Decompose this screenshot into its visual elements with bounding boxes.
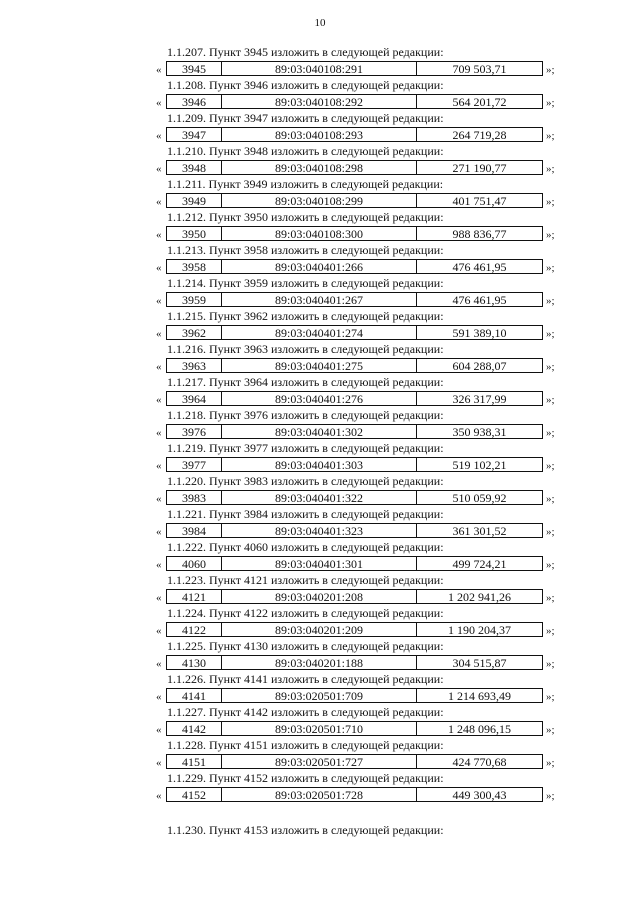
open-quote: « (156, 559, 162, 571)
item-number-cell: 3947 (167, 128, 222, 141)
cadastral-value-cell: 401 751,47 (452, 193, 507, 208)
amendment-heading: 1.1.216. Пункт 3963 изложить в следующей редакции: (167, 342, 444, 356)
open-quote: « (156, 394, 162, 406)
close-quote: »; (546, 592, 555, 604)
amendment-item (0, 574, 640, 607)
item-number-cell: 3962 (167, 326, 222, 339)
cadastral-number-cell: 89:03:020501:727 (222, 755, 417, 768)
cadastral-value-cell: 1 202 941,26 (448, 589, 511, 604)
cadastral-number-cell: 89:03:040401:302 (222, 425, 417, 438)
cadastral-number-cell: 89:03:040108:298 (222, 161, 417, 174)
cadastral-value-cell: 591 389,10 (452, 325, 507, 340)
close-quote: »; (546, 130, 555, 142)
close-quote: »; (546, 196, 555, 208)
cadastral-number-cell: 89:03:020501:709 (222, 689, 417, 702)
cadastral-value-cell: 1 214 693,49 (448, 688, 511, 703)
amendment-item (0, 178, 640, 211)
amendment-item (0, 673, 640, 706)
amendment-item (0, 343, 640, 376)
amendment-heading: 1.1.219. Пункт 3977 изложить в следующей редакции: (167, 441, 444, 455)
table-row (166, 226, 543, 241)
amendment-item (0, 739, 640, 772)
table-row (166, 292, 543, 307)
close-quote: »; (546, 790, 555, 802)
cadastral-number-cell: 89:03:020501:710 (222, 722, 417, 735)
amendment-heading: 1.1.218. Пункт 3976 изложить в следующей редакции: (167, 408, 444, 422)
amendment-item (0, 145, 640, 178)
close-quote: »; (546, 460, 555, 472)
cadastral-number-cell: 89:03:040401:303 (222, 458, 417, 471)
cadastral-number-cell: 89:03:020501:728 (222, 788, 417, 801)
cadastral-number-cell: 89:03:040201:188 (222, 656, 417, 669)
open-quote: « (156, 196, 162, 208)
cadastral-value-cell: 326 317,99 (452, 391, 507, 406)
amendment-heading: 1.1.209. Пункт 3947 изложить в следующей редакции: (167, 111, 444, 125)
table-row (166, 391, 543, 406)
item-number-cell: 4142 (167, 722, 222, 735)
cadastral-number-cell: 89:03:040108:291 (222, 62, 417, 75)
amendment-list (0, 46, 640, 805)
amendment-item (0, 211, 640, 244)
cadastral-number-cell: 89:03:040401:322 (222, 491, 417, 504)
open-quote: « (156, 757, 162, 769)
cadastral-value-cell: 510 059,92 (452, 490, 507, 505)
table-row (166, 787, 543, 802)
table-row (166, 160, 543, 175)
open-quote: « (156, 592, 162, 604)
amendment-heading: 1.1.221. Пункт 3984 изложить в следующей редакции: (167, 507, 444, 521)
amendment-item (0, 112, 640, 145)
open-quote: « (156, 427, 162, 439)
item-number-cell: 4121 (167, 590, 222, 603)
amendment-heading: 1.1.223. Пункт 4121 изложить в следующей редакции: (167, 573, 444, 587)
cadastral-number-cell: 89:03:040401:301 (222, 557, 417, 570)
item-number-cell: 4060 (167, 557, 222, 570)
open-quote: « (156, 790, 162, 802)
table-row (166, 358, 543, 373)
item-number-cell: 3977 (167, 458, 222, 471)
amendment-heading: 1.1.215. Пункт 3962 изложить в следующей редакции: (167, 309, 444, 323)
table-row (166, 721, 543, 736)
table-row (166, 424, 543, 439)
cadastral-value-cell: 1 248 096,15 (448, 721, 511, 736)
open-quote: « (156, 691, 162, 703)
close-quote: »; (546, 64, 555, 76)
open-quote: « (156, 361, 162, 373)
amendment-heading: 1.1.224. Пункт 4122 изложить в следующей редакции: (167, 606, 444, 620)
open-quote: « (156, 460, 162, 472)
table-row (166, 589, 543, 604)
amendment-item (0, 442, 640, 475)
amendment-heading: 1.1.228. Пункт 4151 изложить в следующей редакции: (167, 738, 444, 752)
close-quote: »; (546, 493, 555, 505)
amendment-heading: 1.1.229. Пункт 4152 изложить в следующей редакции: (167, 771, 444, 785)
close-quote: »; (546, 559, 555, 571)
cadastral-value-cell: 424 770,68 (452, 754, 507, 769)
amendment-item (0, 310, 640, 343)
close-quote: »; (546, 163, 555, 175)
item-number-cell: 4152 (167, 788, 222, 801)
item-number-cell: 3963 (167, 359, 222, 372)
amendment-heading: 1.1.211. Пункт 3949 изложить в следующей редакции: (167, 177, 444, 191)
cadastral-number-cell: 89:03:040401:266 (222, 260, 417, 273)
amendment-heading: 1.1.212. Пункт 3950 изложить в следующей редакции: (167, 210, 444, 224)
open-quote: « (156, 262, 162, 274)
amendment-heading: 1.1.207. Пункт 3945 изложить в следующей редакции: (167, 45, 444, 59)
table-row (166, 193, 543, 208)
amendment-item (0, 541, 640, 574)
cadastral-number-cell: 89:03:040401:276 (222, 392, 417, 405)
close-quote: »; (546, 229, 555, 241)
cadastral-value-cell: 449 300,43 (452, 787, 507, 802)
item-number-cell: 4151 (167, 755, 222, 768)
amendment-item (0, 244, 640, 277)
cadastral-number-cell: 89:03:040108:293 (222, 128, 417, 141)
cadastral-value-cell: 709 503,71 (452, 61, 507, 76)
table-row (166, 457, 543, 472)
open-quote: « (156, 658, 162, 670)
table-row (166, 61, 543, 76)
table-row (166, 523, 543, 538)
amendment-item (0, 772, 640, 805)
amendment-heading: 1.1.225. Пункт 4130 изложить в следующей редакции: (167, 639, 444, 653)
item-number-cell: 4122 (167, 623, 222, 636)
open-quote: « (156, 493, 162, 505)
item-number-cell: 3983 (167, 491, 222, 504)
amendment-heading: 1.1.230. Пункт 4153 изложить в следующей редакции: (167, 823, 444, 837)
amendment-item (0, 46, 640, 79)
item-number-cell: 3948 (167, 161, 222, 174)
item-number-cell: 3949 (167, 194, 222, 207)
cadastral-value-cell: 519 102,21 (452, 457, 507, 472)
open-quote: « (156, 295, 162, 307)
cadastral-value-cell: 271 190,77 (452, 160, 507, 175)
close-quote: »; (546, 427, 555, 439)
cadastral-number-cell: 89:03:040108:299 (222, 194, 417, 207)
cadastral-value-cell: 476 461,95 (452, 292, 507, 307)
open-quote: « (156, 130, 162, 142)
cadastral-number-cell: 89:03:040201:208 (222, 590, 417, 603)
close-quote: »; (546, 724, 555, 736)
open-quote: « (156, 97, 162, 109)
amendment-item (0, 79, 640, 112)
amendment-heading: 1.1.222. Пункт 4060 изложить в следующей редакции: (167, 540, 444, 554)
cadastral-number-cell: 89:03:040401:323 (222, 524, 417, 537)
table-row (166, 655, 543, 670)
cadastral-number-cell: 89:03:040401:275 (222, 359, 417, 372)
open-quote: « (156, 724, 162, 736)
close-quote: »; (546, 295, 555, 307)
table-row (166, 556, 543, 571)
open-quote: « (156, 328, 162, 340)
amendment-item (0, 640, 640, 673)
page-number: 10 (314, 17, 326, 29)
cadastral-value-cell: 1 190 204,37 (448, 622, 511, 637)
cadastral-value-cell: 604 288,07 (452, 358, 507, 373)
amendment-item (0, 475, 640, 508)
close-quote: »; (546, 757, 555, 769)
open-quote: « (156, 64, 162, 76)
cadastral-number-cell: 89:03:040401:274 (222, 326, 417, 339)
close-quote: »; (546, 97, 555, 109)
amendment-heading: 1.1.226. Пункт 4141 изложить в следующей редакции: (167, 672, 444, 686)
close-quote: »; (546, 526, 555, 538)
cadastral-value-cell: 988 836,77 (452, 226, 507, 241)
close-quote: »; (546, 394, 555, 406)
cadastral-value-cell: 476 461,95 (452, 259, 507, 274)
cadastral-number-cell: 89:03:040108:292 (222, 95, 417, 108)
amendment-heading: 1.1.220. Пункт 3983 изложить в следующей редакции: (167, 474, 444, 488)
item-number-cell: 3950 (167, 227, 222, 240)
item-number-cell: 4141 (167, 689, 222, 702)
cadastral-value-cell: 361 301,52 (452, 523, 507, 538)
amendment-heading: 1.1.214. Пункт 3959 изложить в следующей редакции: (167, 276, 444, 290)
table-row (166, 259, 543, 274)
amendment-heading: 1.1.213. Пункт 3958 изложить в следующей редакции: (167, 243, 444, 257)
amendment-heading: 1.1.227. Пункт 4142 изложить в следующей редакции: (167, 705, 444, 719)
cadastral-value-cell: 564 201,72 (452, 94, 507, 109)
amendment-heading: 1.1.210. Пункт 3948 изложить в следующей редакции: (167, 144, 444, 158)
table-row (166, 94, 543, 109)
amendment-heading: 1.1.208. Пункт 3946 изложить в следующей редакции: (167, 78, 444, 92)
table-row (166, 325, 543, 340)
item-number-cell: 3945 (167, 62, 222, 75)
close-quote: »; (546, 262, 555, 274)
item-number-cell: 3958 (167, 260, 222, 273)
amendment-item (0, 607, 640, 640)
item-number-cell: 3964 (167, 392, 222, 405)
cadastral-value-cell: 304 515,87 (452, 655, 507, 670)
cadastral-number-cell: 89:03:040108:300 (222, 227, 417, 240)
close-quote: »; (546, 328, 555, 340)
cadastral-value-cell: 499 724,21 (452, 556, 507, 571)
amendment-item (0, 706, 640, 739)
close-quote: »; (546, 658, 555, 670)
cadastral-value-cell: 264 719,28 (452, 127, 507, 142)
amendment-item (0, 376, 640, 409)
table-row (166, 754, 543, 769)
cadastral-number-cell: 89:03:040201:209 (222, 623, 417, 636)
open-quote: « (156, 229, 162, 241)
close-quote: »; (546, 361, 555, 373)
cadastral-number-cell: 89:03:040401:267 (222, 293, 417, 306)
item-number-cell: 4130 (167, 656, 222, 669)
close-quote: »; (546, 625, 555, 637)
table-row (166, 127, 543, 142)
amendment-item (0, 409, 640, 442)
amendment-heading: 1.1.217. Пункт 3964 изложить в следующей редакции: (167, 375, 444, 389)
close-quote: »; (546, 691, 555, 703)
table-row (166, 622, 543, 637)
amendment-item (0, 508, 640, 541)
open-quote: « (156, 163, 162, 175)
item-number-cell: 3984 (167, 524, 222, 537)
item-number-cell: 3959 (167, 293, 222, 306)
open-quote: « (156, 526, 162, 538)
open-quote: « (156, 625, 162, 637)
table-row (166, 490, 543, 505)
amendment-item (0, 277, 640, 310)
cadastral-value-cell: 350 938,31 (452, 424, 507, 439)
item-number-cell: 3976 (167, 425, 222, 438)
item-number-cell: 3946 (167, 95, 222, 108)
table-row (166, 688, 543, 703)
